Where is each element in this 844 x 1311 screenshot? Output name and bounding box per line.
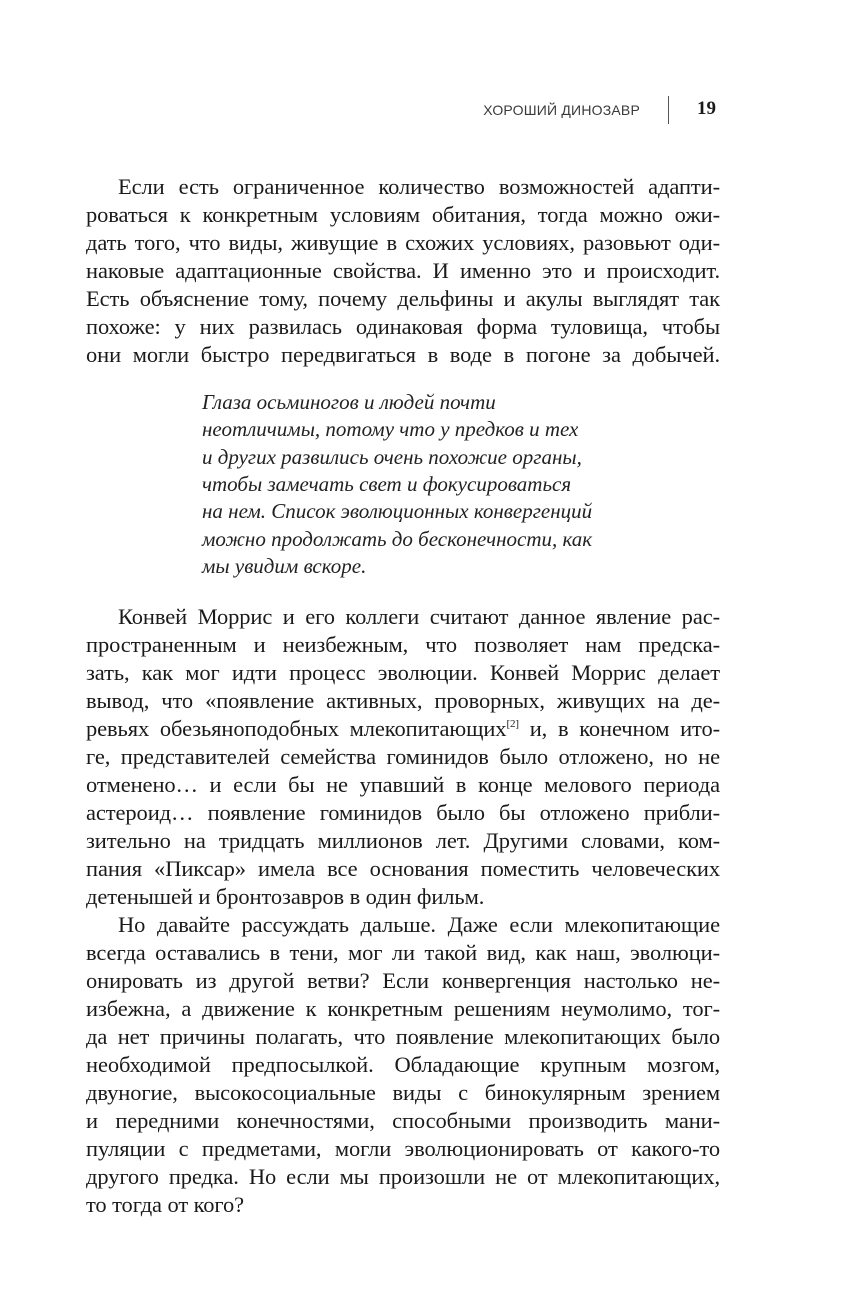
text-line: необходимой предпосылкой. Обладающие крупным мозгом, <box>86 1052 720 1077</box>
quote-line: и других развились очень похожие органы, <box>202 445 582 469</box>
text-line: отменено… и если бы не упавший в конце мелового периода <box>86 772 720 797</box>
text-line: двуногие, высокосоциальные виды с бинокулярным зрением <box>86 1080 720 1105</box>
text-line: и передними конечностями, способными производить мани- <box>86 1108 720 1133</box>
header-divider <box>668 96 669 124</box>
running-header <box>0 96 844 128</box>
text-line: роваться к конкретным условиям обитания, тогда можно ожи- <box>86 202 720 227</box>
text-line: Конвей Моррис и его коллеги считают данное явление рас- <box>118 604 720 629</box>
text-line: дать того, что виды, живущие в схожих условиях, разовьют оди- <box>86 230 720 255</box>
text-line: зительно на тридцать миллионов лет. Другими словами, ком- <box>86 828 720 853</box>
text-line: Если есть ограниченное количество возможностей адапти- <box>118 174 720 199</box>
text-line: Но давайте рассуждать дальше. Даже если млекопитающие <box>118 912 720 937</box>
text-line: то тогда от кого? <box>86 1192 245 1217</box>
text-line: похоже: у них развилась одинаковая форма туловища, чтобы <box>86 314 720 339</box>
text-line: они могли быстро передвигаться в воде в погоне за добычей. <box>86 342 720 367</box>
text-line: наковые адаптационные свойства. И именно это и происходит. <box>86 258 720 283</box>
text-line: детенышей и бронтозавров в один фильм. <box>86 884 485 909</box>
text-line: Есть объяснение тому, почему дельфины и акулы выглядят так <box>86 286 720 311</box>
quote-line: Глаза осьминогов и людей почти <box>202 390 496 414</box>
quote-line: чтобы замечать свет и фокусироваться <box>202 472 572 496</box>
footnote-reference[interactable]: [2] <box>506 718 519 730</box>
text-line: ге, представителей семейства гоминидов было отложено, но не <box>86 744 720 769</box>
text-line: другого предка. Но если мы произошли не от млекопитающих, <box>86 1164 720 1189</box>
text-line: пуляции с предметами, могли эволюционировать от какого-то <box>86 1136 720 1161</box>
text-line: всегда оставались в тени, мог ли такой вид, как наш, эволюци- <box>86 940 720 965</box>
quote-line: на нем. Список эволюционных конвергенций <box>202 499 593 523</box>
text-line: пространенным и неизбежным, что позволяет нам предска- <box>86 632 720 657</box>
quote-line: можно продолжать до бесконечности, как <box>202 527 593 551</box>
running-title: ХОРОШИЙ ДИНОЗАВР <box>483 102 640 118</box>
text-line: астероид… появление гоминидов было бы отложено прибли- <box>86 800 720 825</box>
quote-line: мы увидим вскоре. <box>202 554 367 578</box>
text-line: зать, как мог идти процесс эволюции. Конвей Моррис делает <box>86 660 720 685</box>
page-number: 19 <box>697 98 716 119</box>
text-line: пания «Пиксар» имела все основания поместить человеческих <box>86 856 720 881</box>
text-line <box>86 715 720 743</box>
text-segment: ревьях обезьяноподобных млекопитающих <box>86 716 507 741</box>
text-line: вывод, что «появление активных, проворных, живущих на де- <box>86 688 720 713</box>
text-line: избежна, а движение к конкретным решениям неумолимо, тог- <box>86 996 720 1021</box>
text-segment: и, в конечном ито- <box>518 716 720 741</box>
quote-line: неотличимы, потому что у предков и тех <box>202 417 579 441</box>
text-line: да нет причины полагать, что появление млекопитающих было <box>86 1024 720 1049</box>
text-line: онировать из другой ветви? Если конвергенция настолько не- <box>86 968 720 993</box>
